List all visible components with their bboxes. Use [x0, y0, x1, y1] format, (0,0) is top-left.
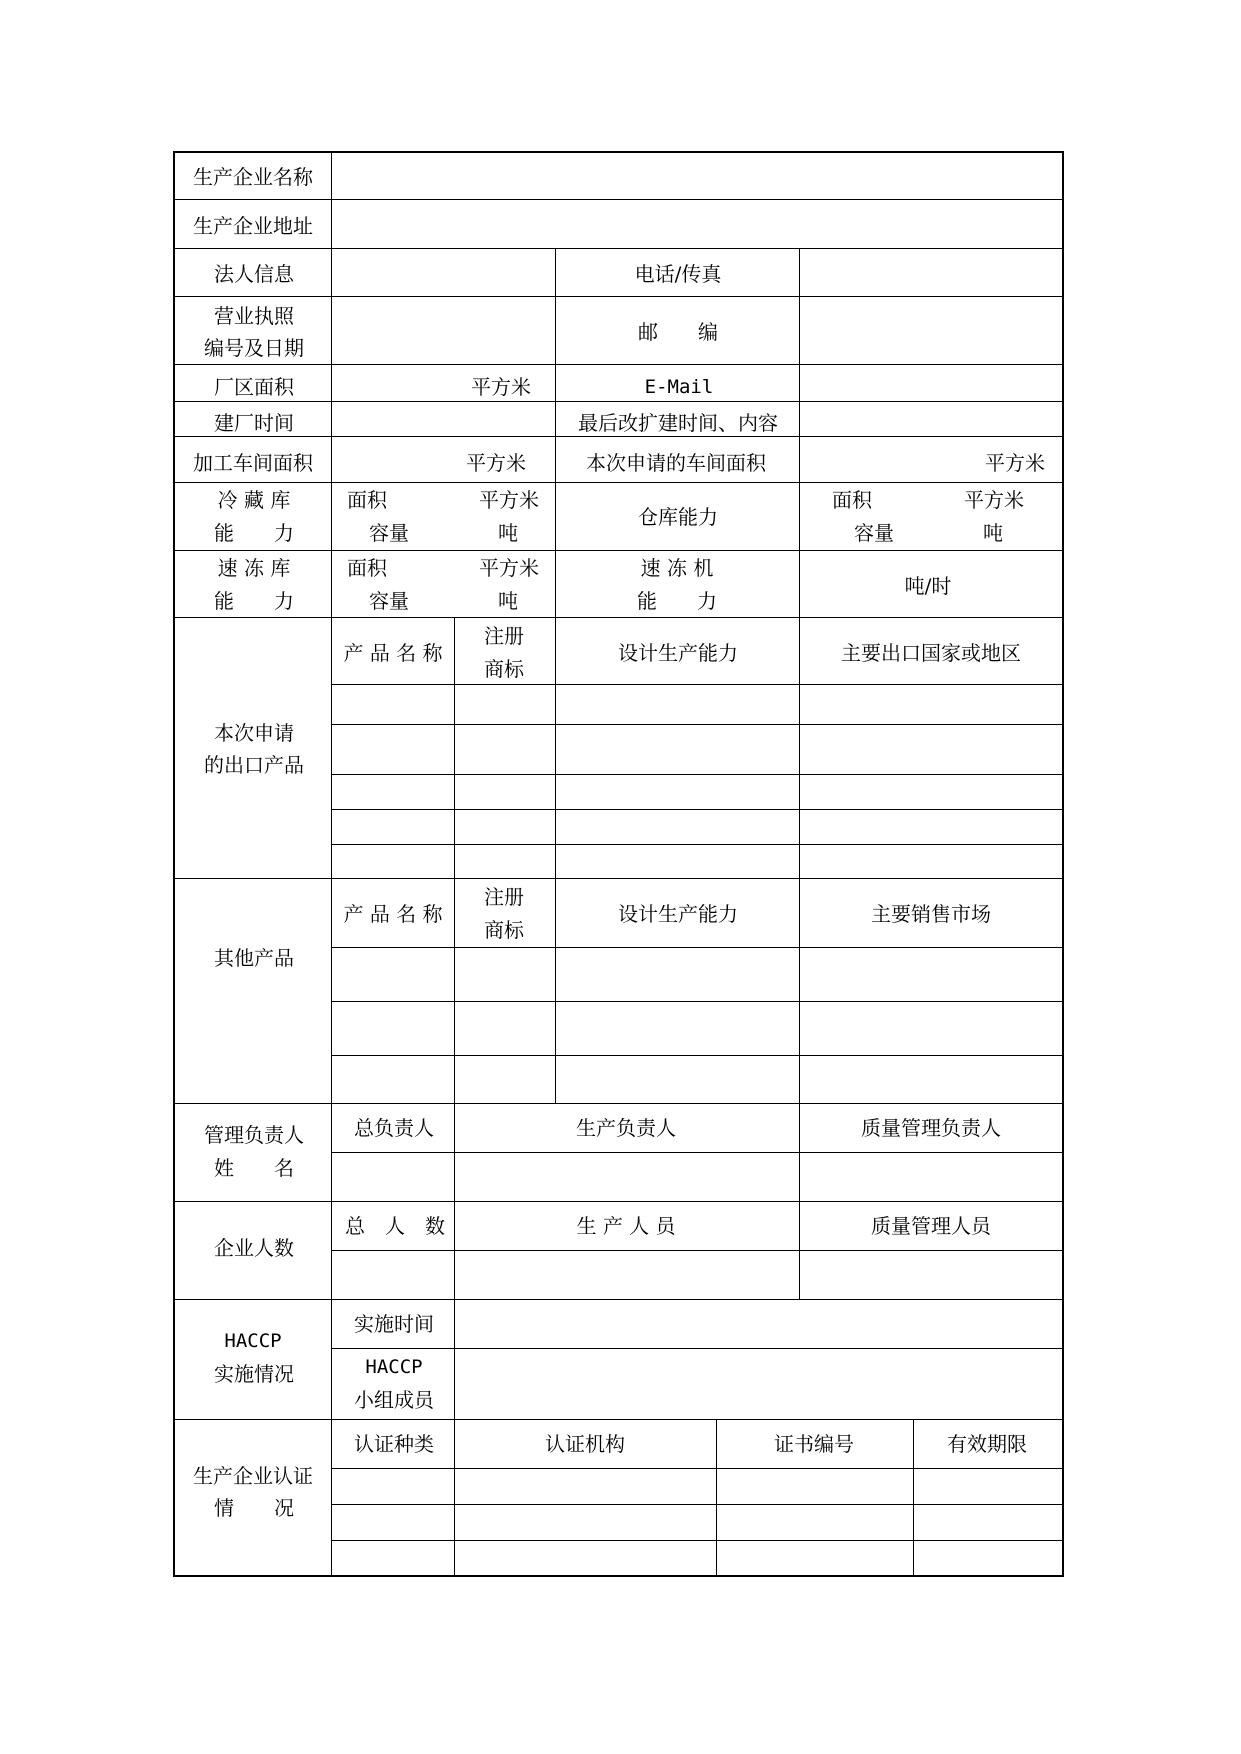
cold-storage-capacity-label: 容量 [369, 521, 409, 545]
quality-manager-field[interactable] [799, 1152, 1064, 1202]
cold-storage-capacity-unit: 吨 [498, 521, 518, 545]
other-col-trademark-label-line2: 商标 [484, 918, 524, 942]
company-name-field[interactable] [331, 151, 1064, 200]
export-row-1-market[interactable] [799, 684, 1064, 725]
quick-freezer-label-line1: 速 冻 机 [640, 556, 714, 580]
export-row-1-product-name[interactable] [331, 684, 455, 725]
staff-col-quality-label: 质量管理人员 [871, 1214, 991, 1238]
cold-storage-label-line1: 冷 藏 库 [217, 488, 291, 512]
export-row-4-trademark[interactable] [454, 809, 556, 845]
warehouse-capacity-label: 容量 [854, 521, 894, 545]
cert-col-validity-label: 有效期限 [947, 1432, 1027, 1456]
managers-label-line2: 姓 名 [214, 1156, 294, 1180]
build-time-field[interactable] [331, 401, 556, 437]
other-row-1-capacity[interactable] [555, 947, 800, 1002]
export-row-2-product-name[interactable] [331, 724, 455, 775]
workshop-area-unit: 平方米 [466, 451, 526, 475]
export-row-5-capacity[interactable] [555, 844, 800, 879]
haccp-team-label-line1: HACCP [365, 1356, 423, 1378]
haccp-implementation-time-field[interactable] [454, 1299, 1064, 1349]
cert-row-1-validity[interactable] [913, 1468, 1064, 1505]
managers-col-general-label: 总负责人 [354, 1116, 434, 1140]
quality-staff-field[interactable] [799, 1250, 1064, 1300]
export-row-2-trademark[interactable] [454, 724, 556, 775]
other-row-2-product-name[interactable] [331, 1001, 455, 1056]
cert-row-3-type[interactable] [331, 1540, 455, 1577]
cert-row-3-validity[interactable] [913, 1540, 1064, 1577]
cold-storage-area-label: 面积 [347, 488, 387, 512]
production-manager-field[interactable] [454, 1152, 800, 1202]
other-row-1-market[interactable] [799, 947, 1064, 1002]
managers-col-quality-label: 质量管理负责人 [861, 1116, 1001, 1140]
legal-person-label: 法人信息 [214, 262, 294, 286]
enterprise-registration-form [173, 151, 1064, 1577]
export-products-label-line2: 的出口产品 [204, 753, 304, 777]
postcode-label: 邮 编 [638, 320, 718, 344]
email-label: E-Mail [644, 376, 714, 398]
other-row-3-capacity[interactable] [555, 1055, 800, 1104]
phone-fax-field[interactable] [799, 248, 1064, 297]
other-col-product-name-label: 产 品 名 称 [343, 902, 443, 926]
other-col-market-label: 主要销售市场 [871, 902, 991, 926]
export-row-3-product-name[interactable] [331, 774, 455, 810]
other-row-1-trademark[interactable] [454, 947, 556, 1002]
warehouse-label: 仓库能力 [638, 505, 718, 529]
export-row-5-product-name[interactable] [331, 844, 455, 879]
cert-col-body-label: 认证机构 [545, 1432, 625, 1456]
other-row-3-trademark[interactable] [454, 1055, 556, 1104]
managers-col-production-label: 生产负责人 [576, 1116, 676, 1140]
plant-area-unit: 平方米 [471, 375, 531, 399]
export-col-trademark-label-line2: 商标 [484, 657, 524, 681]
export-row-4-product-name[interactable] [331, 809, 455, 845]
export-row-2-capacity[interactable] [555, 724, 800, 775]
last-expansion-label: 最后改扩建时间、内容 [578, 411, 778, 435]
last-expansion-field[interactable] [799, 401, 1064, 437]
other-row-3-product-name[interactable] [331, 1055, 455, 1104]
export-row-5-trademark[interactable] [454, 844, 556, 879]
certification-label-line2: 情 况 [214, 1496, 294, 1520]
email-field[interactable] [799, 364, 1064, 402]
export-col-trademark-label-line1: 注册 [484, 624, 524, 648]
applied-workshop-area-label: 本次申请的车间面积 [586, 451, 766, 475]
other-row-2-capacity[interactable] [555, 1001, 800, 1056]
cert-col-number-label: 证书编号 [774, 1432, 854, 1456]
export-col-market-label: 主要出口国家或地区 [841, 641, 1021, 665]
applied-workshop-area-unit: 平方米 [985, 451, 1045, 475]
export-row-1-capacity[interactable] [555, 684, 800, 725]
export-row-4-capacity[interactable] [555, 809, 800, 845]
export-col-product-name-label: 产 品 名 称 [343, 641, 443, 665]
plant-area-label: 厂区面积 [214, 375, 294, 399]
other-products-label-cell [173, 878, 332, 1104]
export-row-5-market[interactable] [799, 844, 1064, 879]
staff-col-total-label: 总 人 数 [345, 1214, 445, 1238]
other-row-1-product-name[interactable] [331, 947, 455, 1002]
certification-label-line1: 生产企业认证 [193, 1464, 313, 1488]
cert-row-2-type[interactable] [331, 1504, 455, 1541]
export-row-1-trademark[interactable] [454, 684, 556, 725]
cert-row-1-body[interactable] [454, 1468, 717, 1505]
managers-label-line1: 管理负责人 [204, 1123, 304, 1147]
license-label-line2: 编号及日期 [204, 336, 304, 360]
export-row-4-market[interactable] [799, 809, 1064, 845]
export-products-label-line1: 本次申请 [214, 721, 294, 745]
cert-row-3-number[interactable] [716, 1540, 914, 1577]
export-row-3-market[interactable] [799, 774, 1064, 810]
general-manager-field[interactable] [331, 1152, 455, 1202]
quick-freezer-unit: 吨/时 [904, 574, 952, 598]
other-row-3-market[interactable] [799, 1055, 1064, 1104]
other-products-label: 其他产品 [214, 946, 294, 970]
quick-freeze-store-label-line2: 能 力 [214, 589, 294, 613]
total-staff-field[interactable] [331, 1250, 455, 1300]
staff-label: 企业人数 [214, 1236, 294, 1260]
export-col-capacity-label: 设计生产能力 [618, 641, 738, 665]
company-name-label: 生产企业名称 [193, 165, 313, 189]
quick-freeze-store-area-unit: 平方米 [479, 556, 539, 580]
postcode-field[interactable] [799, 296, 1064, 365]
quick-freeze-store-capacity-unit: 吨 [498, 589, 518, 613]
legal-person-field[interactable] [331, 248, 556, 297]
build-time-label: 建厂时间 [214, 411, 294, 435]
cold-storage-label-line2: 能 力 [214, 521, 294, 545]
warehouse-area-label: 面积 [832, 488, 872, 512]
cold-storage-area-unit: 平方米 [479, 488, 539, 512]
haccp-team-field[interactable] [454, 1348, 1064, 1420]
company-address-label: 生产企业地址 [193, 214, 313, 238]
haccp-team-label-line2: 小组成员 [354, 1388, 434, 1412]
cert-col-type-label: 认证种类 [354, 1432, 434, 1456]
haccp-implementation-time-label: 实施时间 [354, 1312, 434, 1336]
warehouse-area-unit: 平方米 [964, 488, 1024, 512]
cert-row-2-body[interactable] [454, 1504, 717, 1541]
other-col-trademark-label-line1: 注册 [484, 885, 524, 909]
export-row-3-trademark[interactable] [454, 774, 556, 810]
staff-col-production-label: 生 产 人 员 [576, 1214, 676, 1238]
license-label-line1: 营业执照 [214, 304, 294, 328]
company-address-field[interactable] [331, 199, 1064, 249]
cert-row-1-type[interactable] [331, 1468, 455, 1505]
haccp-label-line2: 实施情况 [214, 1362, 294, 1386]
quick-freeze-store-label-line1: 速 冻 库 [217, 556, 291, 580]
export-row-2-market[interactable] [799, 724, 1064, 775]
export-products-label-cell [173, 617, 332, 879]
phone-fax-label: 电话/传真 [634, 262, 722, 286]
cert-row-1-number[interactable] [716, 1468, 914, 1505]
quick-freeze-store-capacity-label: 容量 [369, 589, 409, 613]
other-row-2-trademark[interactable] [454, 1001, 556, 1056]
production-staff-field[interactable] [454, 1250, 800, 1300]
haccp-label-line1: HACCP [224, 1330, 282, 1352]
quick-freeze-store-area-label: 面积 [347, 556, 387, 580]
other-row-2-market[interactable] [799, 1001, 1064, 1056]
business-license-field[interactable] [331, 296, 556, 365]
quick-freezer-label-line2: 能 力 [637, 589, 717, 613]
warehouse-capacity-unit: 吨 [983, 521, 1003, 545]
cert-row-2-validity[interactable] [913, 1504, 1064, 1541]
other-col-capacity-label: 设计生产能力 [618, 902, 738, 926]
cert-row-2-number[interactable] [716, 1504, 914, 1541]
export-row-3-capacity[interactable] [555, 774, 800, 810]
cert-row-3-body[interactable] [454, 1540, 717, 1577]
workshop-area-label: 加工车间面积 [193, 451, 313, 475]
